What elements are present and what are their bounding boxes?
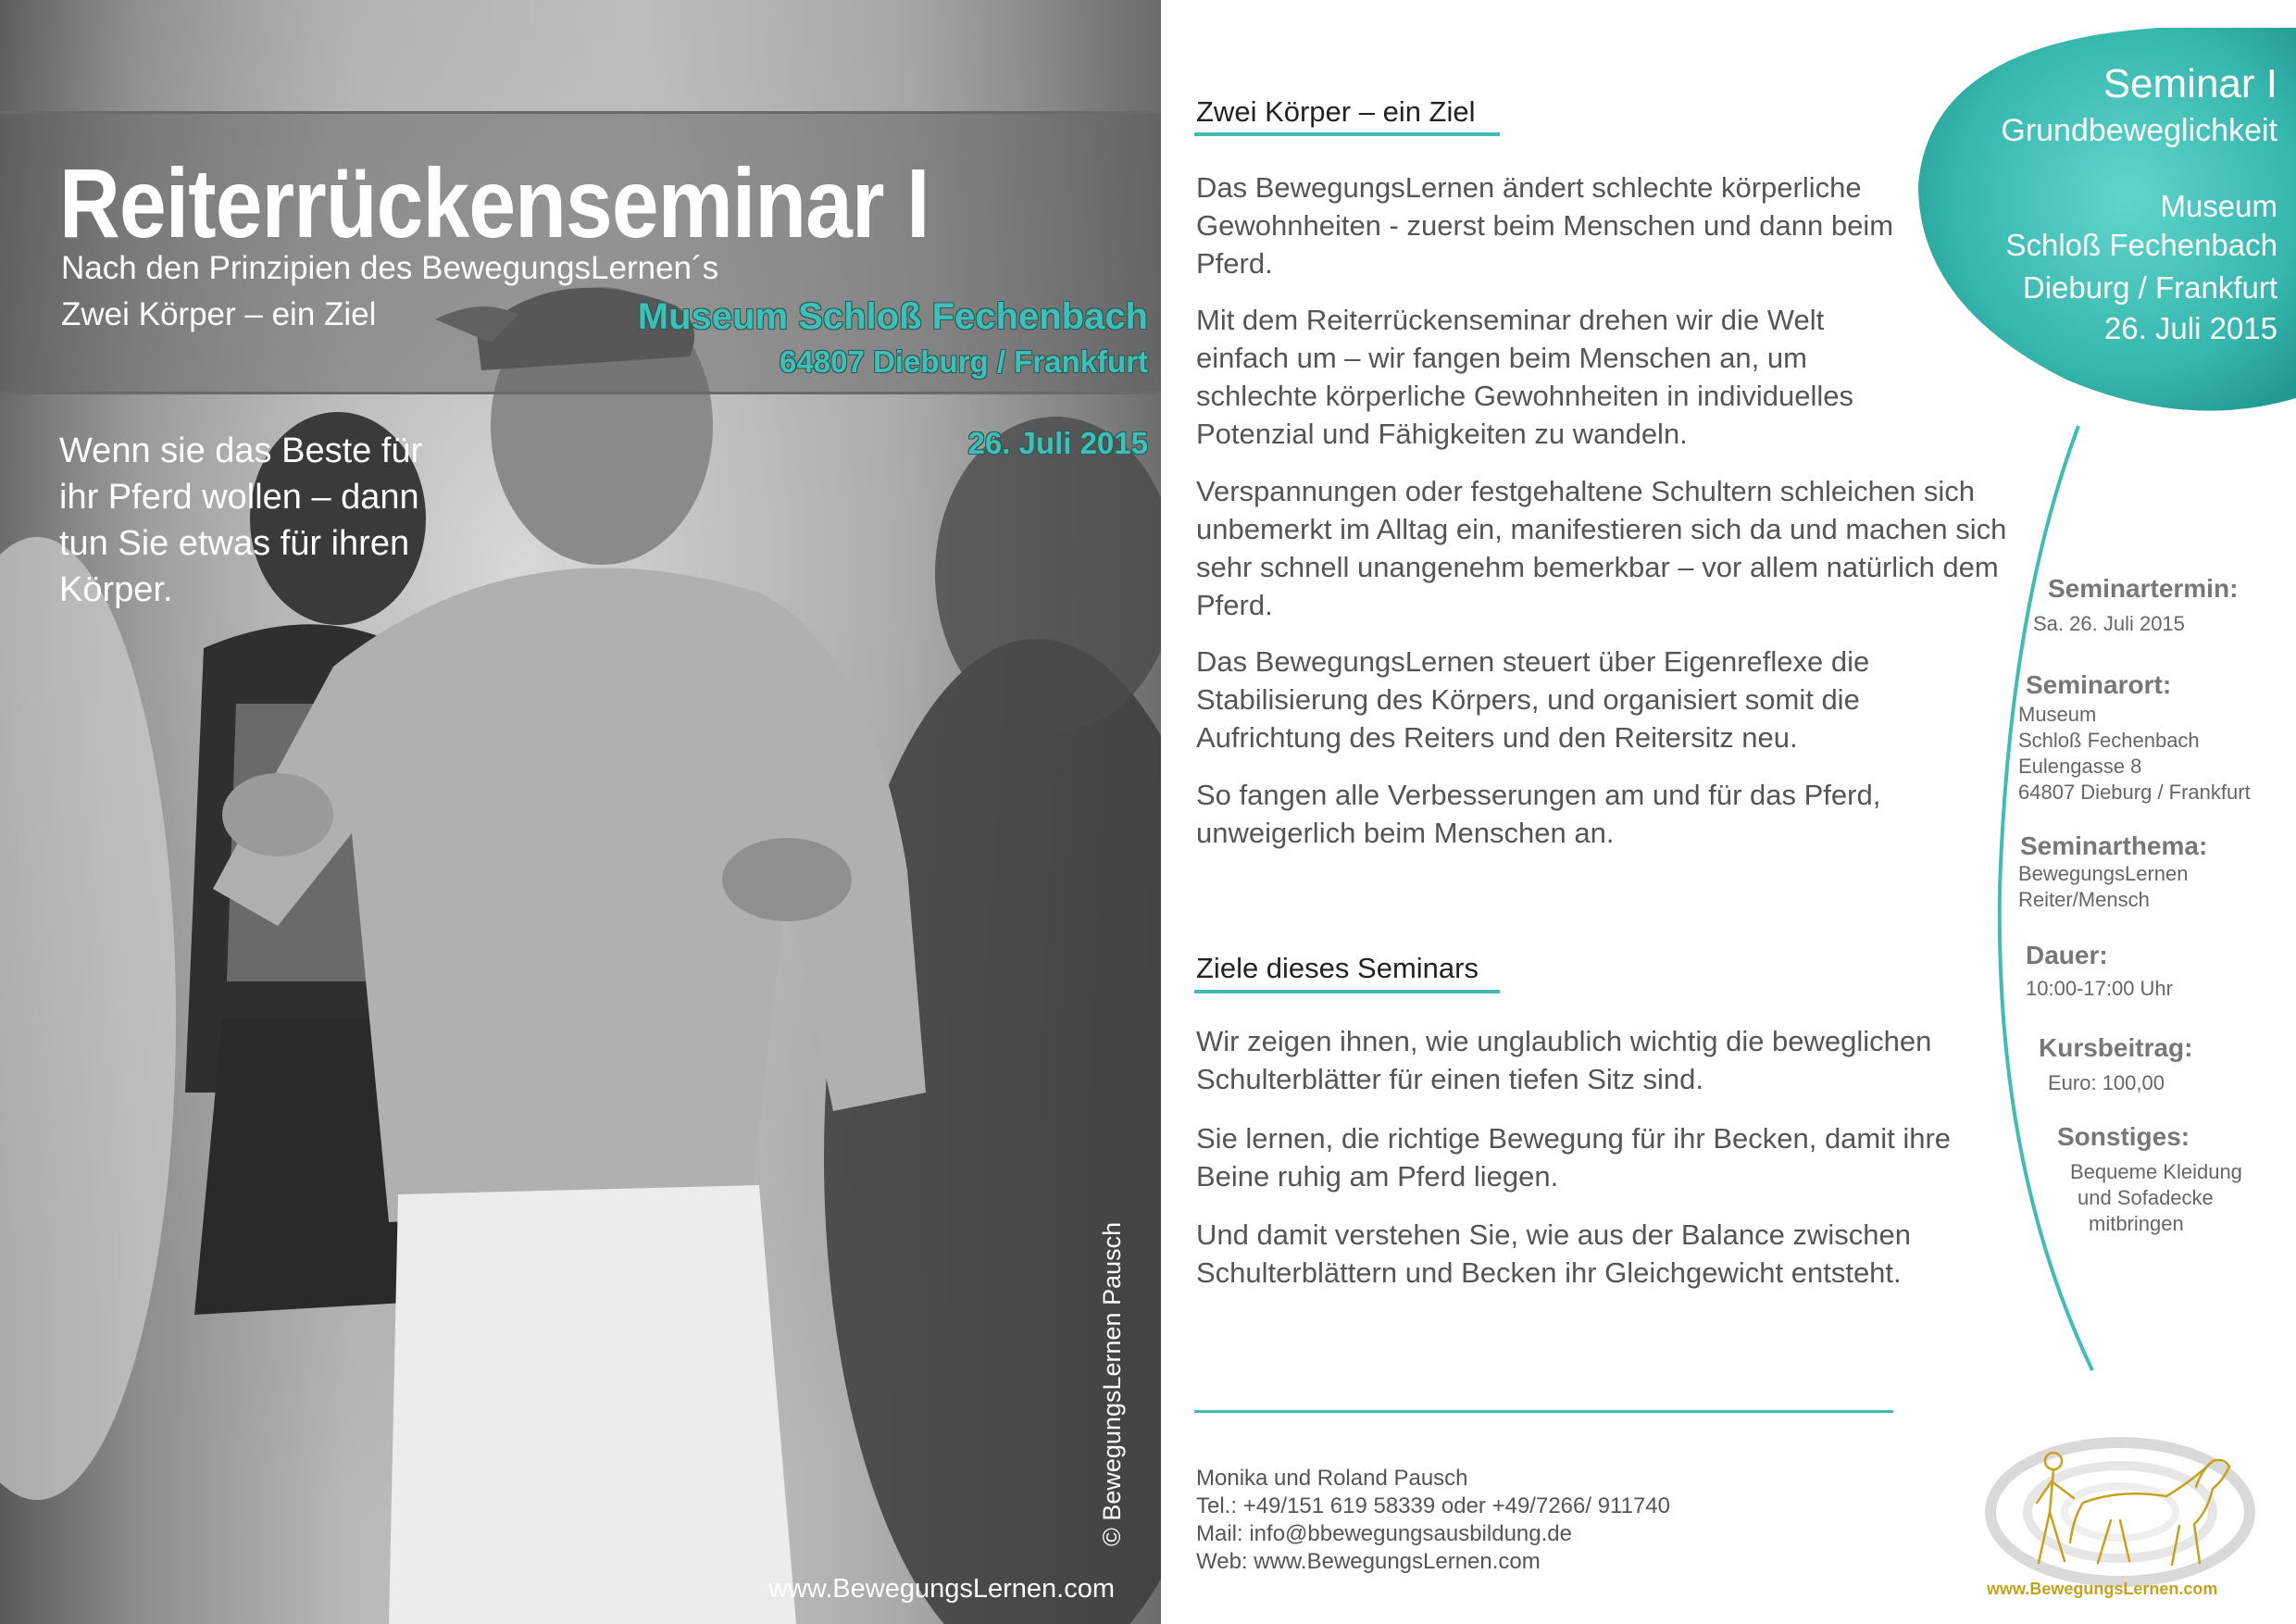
info-label-date: Seminartermin: <box>2048 574 2239 603</box>
venue-city: 64807 Dieburg / Frankfurt <box>780 344 1148 379</box>
info-value-location-2: Schloß Fechenbach <box>2018 729 2200 752</box>
info-label-location: Seminarort: <box>2026 670 2172 699</box>
heading-underline <box>1194 990 1500 993</box>
info-value-misc-3: mitbringen <box>2089 1212 2184 1235</box>
info-value-location-4: 64807 Dieburg / Frankfurt <box>2018 781 2251 804</box>
contact-web[interactable]: Web: www.BewegungsLernen.com <box>1196 1549 1541 1574</box>
contact-email[interactable]: Mail: info@bbewegungsausbildung.de <box>1196 1521 1572 1546</box>
badge-subtitle: Grundbeweglichkeit <box>2001 113 2277 148</box>
info-value-topic-2: Reiter/Mensch <box>2018 888 2150 911</box>
info-value-date: Sa. 26. Juli 2015 <box>2033 612 2185 635</box>
info-value-duration: 10:00-17:00 Uhr <box>2026 977 2173 1000</box>
paragraph: Das BewegungsLernen steuert über Eigenreflexe die Stabilisierung des Körpers, und organisiert somit die Aufrichtung des Reiters und den Reitersitz neu. <box>1196 645 1870 754</box>
info-label-fee: Kursbeitrag: <box>2039 1033 2193 1062</box>
section-heading-two-bodies: Zwei Körper – ein Ziel <box>1196 95 1476 128</box>
photo-copyright: © BewegungsLernen Pausch <box>1098 1221 1126 1546</box>
website-link-left[interactable]: www.BewegungsLernen.com <box>768 1574 1115 1604</box>
badge-title: Seminar I <box>2103 61 2277 106</box>
info-label-misc: Sonstiges: <box>2057 1122 2190 1151</box>
badge-museum: Museum <box>2160 189 2277 223</box>
paragraph: So fangen alle Verbesserungen am und für das Pferd, unweigerlich beim Menschen an. <box>1196 779 1881 849</box>
paragraph: Sie lernen, die richtige Bewegung für ihr Becken, damit ihre Beine ruhig am Pferd liegen. <box>1196 1122 1952 1193</box>
badge-city: Dieburg / Frankfurt <box>2022 270 2277 305</box>
paragraph: Das BewegungsLernen ändert schlechte körperliche Gewohnheiten - zuerst beim Menschen und dann beim Pferd. <box>1196 171 1894 280</box>
subtitle-principles: Nach den Prinzipien des BewegungsLernen´s <box>61 250 719 286</box>
subtitle-motto: Zwei Körper – ein Ziel <box>61 296 377 332</box>
venue-name: Museum Schloß Fechenbach <box>637 296 1148 337</box>
page-title: Reiterrückenseminar I <box>59 149 930 258</box>
info-label-duration: Dauer: <box>2026 941 2108 969</box>
footer-divider <box>1194 1410 1893 1413</box>
info-label-topic: Seminarthema: <box>2020 831 2208 860</box>
paragraph: Wir zeigen ihnen, wie unglaublich wichtig die beweglichen Schulterblätter für einen tiefen Sitz sind. <box>1196 1025 1932 1095</box>
paragraph: Und damit verstehen Sie, wie aus der Balance zwischen Schulterblättern und Becken ihr Gleichgewicht entsteht. <box>1196 1218 1911 1289</box>
tagline: Wenn sie das Beste für ihr Pferd wollen – dann tun Sie etwas für ihren Körper. <box>59 431 423 609</box>
heading-underline <box>1194 132 1500 136</box>
paragraph: Verspannungen oder festgehaltene Schultern schleichen sich unbemerkt im Alltag ein, manifestieren sich da und machen sich sehr schnell unangenehm bemerkbar – vor allem natürlich dem Pferd. <box>1196 475 2007 621</box>
info-value-misc-2: und Sofadecke <box>2078 1186 2214 1209</box>
badge-date: 26. Juli 2015 <box>2103 311 2277 345</box>
section-heading-goals: Ziele dieses Seminars <box>1196 952 1479 984</box>
contact-block <box>1196 1465 1670 1576</box>
info-value-misc-1: Bequeme Kleidung <box>2070 1160 2242 1183</box>
event-date: 26. Juli 2015 <box>967 426 1148 460</box>
contact-phone[interactable]: Tel.: +49/151 619 58339 oder +49/7266/ 911740 <box>1196 1493 1671 1518</box>
horse-rider-logo-icon <box>1981 1424 2259 1591</box>
info-value-location-3: Eulengasse 8 <box>2018 755 2142 778</box>
info-value-fee: Euro: 100,00 <box>2048 1071 2165 1094</box>
paragraph: Mit dem Reiterrückenseminar drehen wir die Welt einfach um – wir fangen beim Menschen an, um schlechte körperliche Gewohnheiten in individuelles Potenzial und Fähigkeiten zu wandeln. <box>1196 304 1853 450</box>
logo-website[interactable]: www.BewegungsLernen.com <box>1987 1580 2218 1598</box>
info-value-topic-1: BewegungsLernen <box>2018 862 2189 885</box>
badge-castle: Schloß Fechenbach <box>2005 228 2277 262</box>
contact-name: Monika und Roland Pausch <box>1196 1466 1468 1491</box>
info-value-location-1: Museum <box>2018 703 2097 726</box>
